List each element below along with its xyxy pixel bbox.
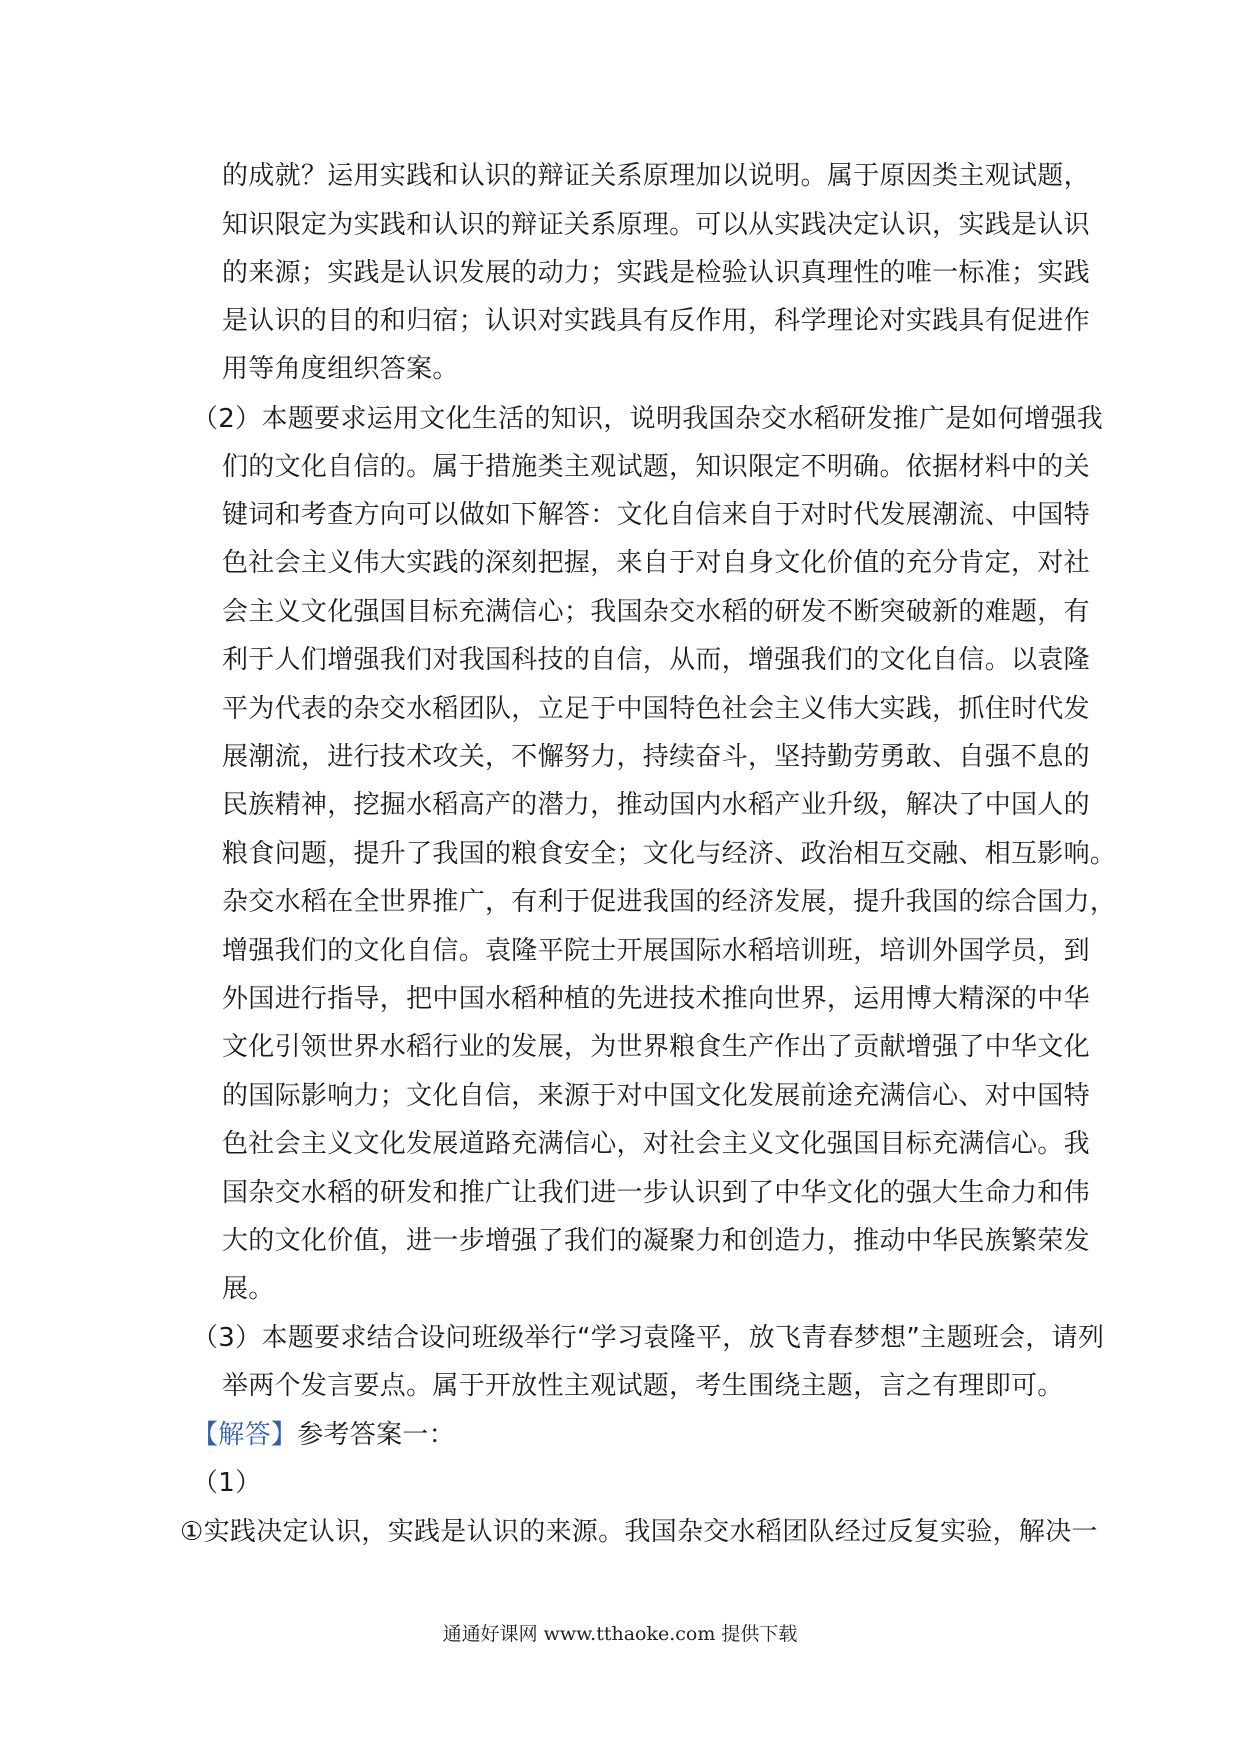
- analysis-1-line-4: 是认识的目的和归宿；认识对实践具有反作用，科学理论对实践具有促进作: [222, 306, 1090, 336]
- analysis-2-line-14: 文化引领世界水稻行业的发展，为世界粮食生产作出了贡献增强了中华文化: [222, 1032, 1090, 1062]
- analysis-2-line-8: 展潮流，进行技术攻关，不懈努力，持续奋斗，坚持勤劳勇敢、自强不息的: [222, 742, 1090, 772]
- analysis-2-line-18: 大的文化价值，进一步增强了我们的凝聚力和创造力，推动中华民族繁荣发: [222, 1226, 1090, 1256]
- analysis-2-line-10: 粮食问题，提升了我国的粮食安全；文化与经济、政治相互交融、相互影响。: [222, 839, 1117, 869]
- analysis-3-line-2: 举两个发言要点。属于开放性主观试题，考生围绕主题，言之有理即可。: [222, 1371, 1064, 1401]
- analysis-2-line-19: 展。: [222, 1274, 275, 1304]
- analysis-2-line-9: 民族精神，挖掘水稻高产的潜力，推动国内水稻产业升级，解决了中国人的: [222, 790, 1090, 820]
- analysis-1-line-1: 的成就？运用实践和认识的辩证关系原理加以说明。属于原因类主观试题，: [222, 161, 1090, 191]
- analysis-2-line-6: 利于人们增强我们对我国科技的自信，从而，增强我们的文化自信。以袁隆: [222, 645, 1090, 675]
- analysis-2-line-11: 杂交水稻在全世界推广，有利于促进我国的经济发展，提升我国的综合国力，: [222, 887, 1117, 917]
- analysis-1-line-5: 用等角度组织答案。: [222, 354, 459, 384]
- analysis-3-line-1: （3）本题要求结合设问班级举行“学习袁隆平，放飞青春梦想”主题班会，请列: [192, 1323, 1105, 1353]
- analysis-2-line-13: 外国进行指导，把中国水稻种植的先进技术推向世界，运用博大精深的中华: [222, 984, 1090, 1014]
- answer-label: 【解答】: [192, 1420, 298, 1450]
- analysis-2-line-4: 色社会主义伟大实践的深刻把握，来自于对自身文化价值的充分肯定，对社: [222, 548, 1090, 578]
- answer-heading: [192, 1420, 455, 1450]
- answer-intro: 参考答案一：: [297, 1420, 456, 1450]
- page-footer: 通通好课网 www.tthaoke.com 提供下载: [442, 1623, 798, 1645]
- answer-point-1: ①实践决定认识，实践是认识的来源。我国杂交水稻团队经过反复实验，解决一: [180, 1517, 1098, 1547]
- analysis-2-line-3: 键词和考查方向可以做如下解答：文化自信来自于对时代发展潮流、中国特: [222, 500, 1090, 530]
- analysis-2-line-7: 平为代表的杂交水稻团队，立足于中国特色社会主义伟大实践，抓住时代发: [222, 694, 1090, 724]
- analysis-2-line-12: 增强我们的文化自信。袁隆平院士开展国际水稻培训班，培训外国学员，到: [222, 936, 1090, 966]
- analysis-2-line-15: 的国际影响力；文化自信，来源于对中国文化发展前途充满信心、对中国特: [222, 1081, 1090, 1111]
- analysis-2-line-2: 们的文化自信的。属于措施类主观试题，知识限定不明确。依据材料中的关: [222, 452, 1090, 482]
- analysis-2-line-5: 会主义文化强国目标充满信心；我国杂交水稻的研发不断突破新的难题，有: [222, 597, 1090, 627]
- analysis-1-line-3: 的来源；实践是认识发展的动力；实践是检验认识真理性的唯一标准；实践: [222, 258, 1090, 288]
- answer-number: （1）: [192, 1468, 262, 1498]
- analysis-1-line-2: 知识限定为实践和认识的辩证关系原理。可以从实践决定认识，实践是认识: [222, 210, 1090, 240]
- analysis-2-line-17: 国杂交水稻的研发和推广让我们进一步认识到了中华文化的强大生命力和伟: [222, 1178, 1090, 1208]
- analysis-2-line-1: （2）本题要求运用文化生活的知识，说明我国杂交水稻研发推广是如何增强我: [192, 404, 1104, 434]
- analysis-2-line-16: 色社会主义文化发展道路充满信心，对社会主义文化强国目标充满信心。我: [222, 1129, 1090, 1159]
